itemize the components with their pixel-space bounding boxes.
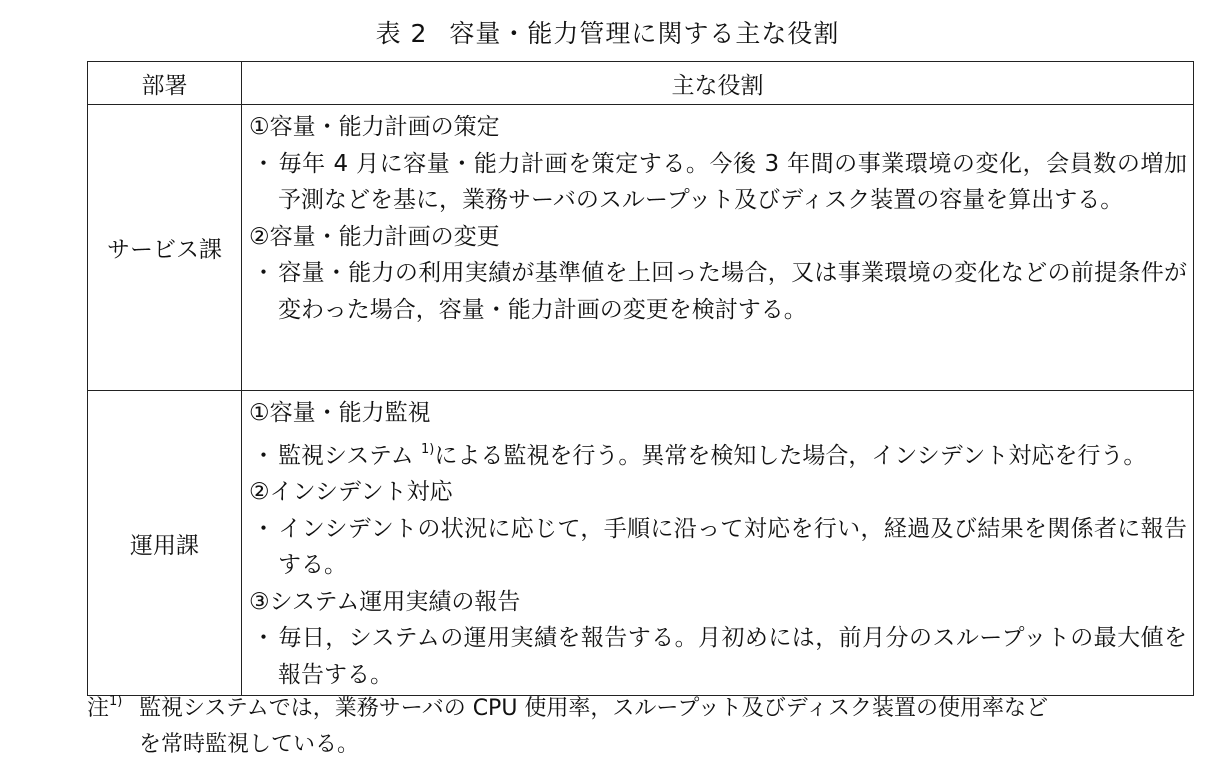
role-bullet bbox=[249, 432, 1187, 475]
bullet-text: 監視システム bbox=[278, 442, 422, 469]
footnote-line-1 bbox=[87, 684, 1197, 727]
header-department: 部署 bbox=[88, 62, 242, 105]
header-roles: 主な役割 bbox=[242, 62, 1194, 105]
roles-cell bbox=[242, 391, 1194, 696]
table-number: 表 2 bbox=[375, 19, 428, 48]
bullet-mark: ・ bbox=[252, 515, 275, 542]
roles-table bbox=[87, 61, 1194, 696]
table-row bbox=[88, 105, 1194, 391]
table-caption bbox=[0, 14, 1215, 50]
header-row bbox=[88, 62, 1194, 105]
footnote-line-2: を常時監視している。 bbox=[139, 732, 360, 757]
table-row bbox=[88, 391, 1194, 696]
role-bullet bbox=[249, 146, 1187, 219]
bullet-mark: ・ bbox=[252, 442, 275, 469]
department-cell: サービス課 bbox=[88, 105, 242, 391]
footnote-marker: 1) bbox=[109, 694, 123, 709]
role-bullet bbox=[249, 620, 1187, 693]
roles-cell bbox=[242, 105, 1194, 391]
footnote-label: 注 bbox=[87, 696, 110, 721]
footnote-ref: 1) bbox=[421, 441, 435, 457]
bullet-text: インシデントの状況に応じて，手順に沿って対応を行い，経過及び結果を関係者に報告する。 bbox=[278, 515, 1187, 578]
bullet-text: による監視を行う。異常を検知した場合，インシデント対応を行う。 bbox=[434, 442, 1147, 469]
role-heading: ②インシデント対応 bbox=[249, 479, 453, 505]
table-title: 容量・能力管理に関する主な役割 bbox=[449, 19, 840, 48]
role-heading: ②容量・能力計画の変更 bbox=[249, 223, 500, 250]
bullet-mark: ・ bbox=[252, 150, 275, 177]
role-bullet bbox=[249, 511, 1187, 584]
bullet-text: 容量・能力の利用実績が基準値を上回った場合，又は事業環境の変化などの前提条件が変わった場合，容量・能力計画の変更を検討する。 bbox=[278, 260, 1187, 323]
bullet-text: 毎日，システムの運用実績を報告する。月初めには，前月分のスループットの最大値を報告する。 bbox=[278, 625, 1187, 688]
department-cell: 運用課 bbox=[88, 391, 242, 696]
footnote-text: 監視システムでは，業務サーバの CPU 使用率，スループット及びディスク装置の使用率など bbox=[139, 696, 1049, 721]
footnote bbox=[87, 684, 1197, 763]
role-heading: ①容量・能力監視 bbox=[249, 400, 431, 426]
role-heading: ③システム運用実績の報告 bbox=[249, 588, 521, 615]
role-bullet bbox=[249, 255, 1187, 328]
bullet-text: 毎年 4 月に容量・能力計画を策定する。今後 3 年間の事業環境の変化，会員数の増加予測などを基に，業務サーバのスループット及びディスク装置の容量を算出する。 bbox=[278, 150, 1187, 213]
bullet-mark: ・ bbox=[252, 260, 275, 286]
role-heading: ①容量・能力計画の策定 bbox=[249, 114, 500, 140]
bullet-mark: ・ bbox=[252, 625, 275, 651]
